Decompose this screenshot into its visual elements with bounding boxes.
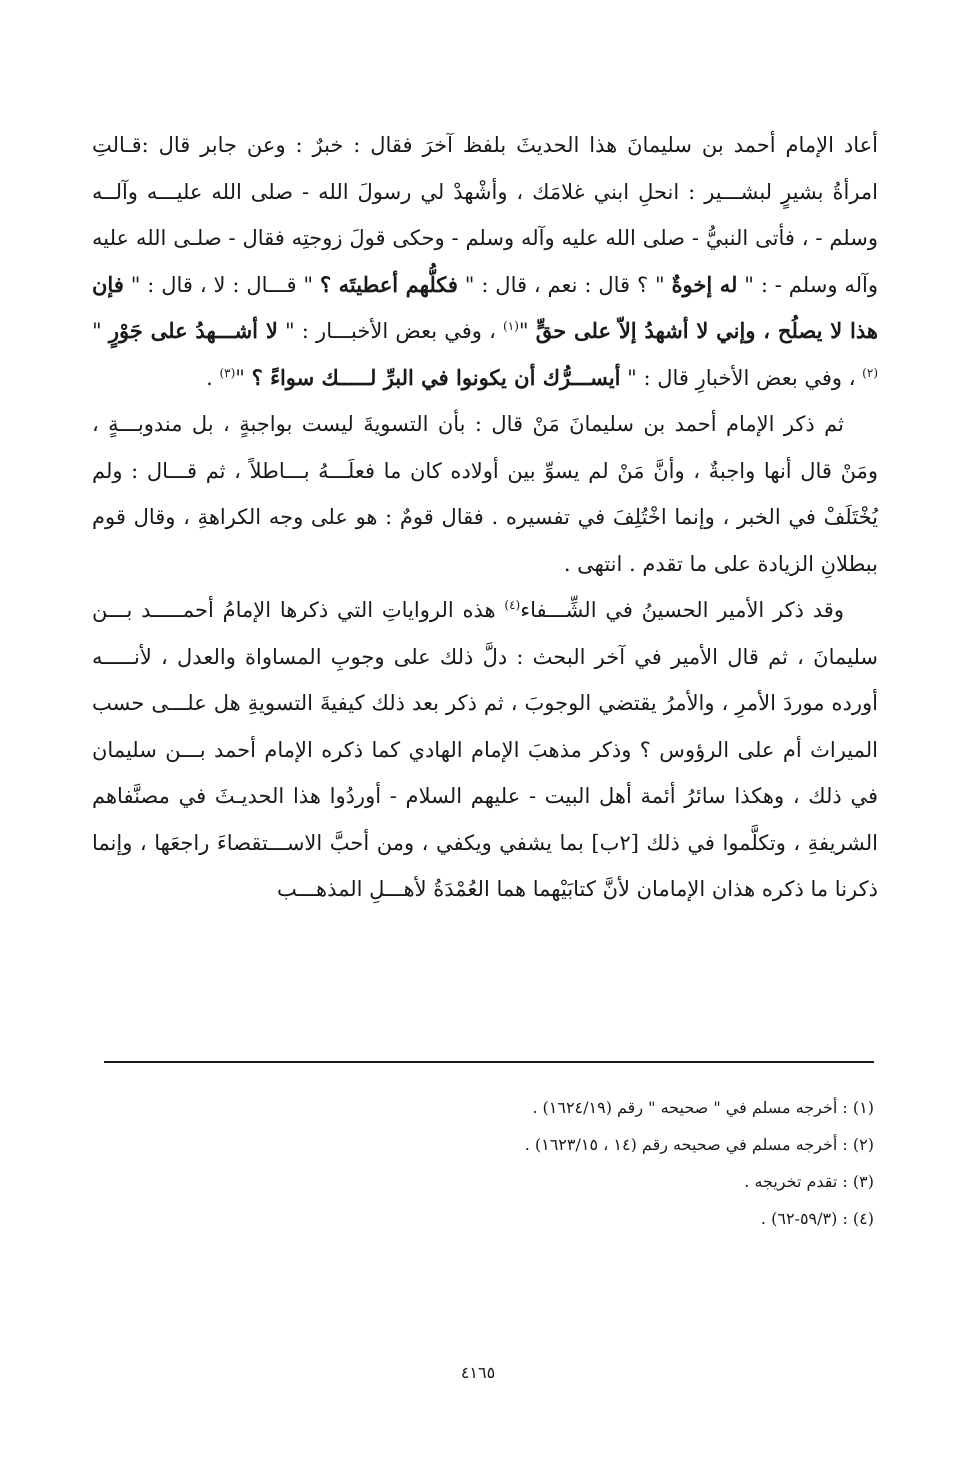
text-run: هذه الرواياتِ التي ذكرها الإمامُ أحمـــــد بـــن سليمانَ ، ثم قال الأمير في آخر البحث : دلَّ ذلك على وجوبِ المساواة والعدل ، لأنـــــه أورده موردَ الأمرِ ، والأمرُ يقتضي الوجوبَ ، ثم ذكر بعد ذلك كيفيةَ التسويةِ هل علـــى حسب الميراث أم على الرؤوس ؟ وذكر مذهبَ الإمام الهادي كما ذكره الإمام أحمد بـــن سليمان في ذلك ، وهكذا سائرُ أئمة أهل البيت - عليهم السلام - أوردُوا هذا الحديـثَ في مصنَّفاهم الشريفةِ ، وتكلَّموا في ذلك [٢ب] بما يشفي ويكفي ، ومن أحبَّ الاســـتقصاءَ راجعَها ، وإنما ذكرنا ما ذكره هذان الإمامان لأنَّ كتابَيْهما هما العُمْدَةُ لأهـــلِ المذهـــب [92,598,879,901]
text-run: . [206,365,220,390]
footnote-marker[interactable]: (٣) [219,365,236,380]
text-run: " [518,319,536,343]
footnote-2: (٢) : أخرجه مسلم في صحيحه رقم (١٤ ، ١٦٢٣/١٥) . [524,1135,874,1154]
page-number: ٤١٦٥ [460,1363,496,1382]
footnote-3: (٣) : تقدم تخريجه . [744,1172,874,1191]
paragraph-2: ثم ذكر الإمام أحمد بن سليمانَ مَنْ قال : بأن التسويةَ ليست بواجبةٍ ، بل مندوبـــةٍ ، ومَنْ قال أنها واجبةٌ ، وأنَّ مَنْ لم يسوِّ بين أولاده كان ما فعلَـــهُ بـــاطلاً ، ثم قـــال : ولم يُخْتَلَفْ في الخبر ، وإنما اخْتُلِفَ في تفسيره . فقال قومٌ : هو على وجه الكراهةِ ، وقال قوم ببطلانِ الزيادة على ما تقدم . انتهى . [92,412,878,576]
bold-hadith-text: لا أشـــهدُ على جَوْرٍ [108,318,278,343]
text-run: وقد ذكر الأمير الحسينُ في الشِّـــفاء [520,598,844,622]
text-run: " ؟ قال : نعم ، قال : " [457,272,672,297]
paragraph-3 [92,587,878,913]
text-run: " [235,365,252,390]
footnote-marker[interactable]: (٤) [504,598,521,612]
bold-hadith-text: فإن هذا لا يصلُح ، وإني لا أشهدُ إلاّ على حقٍّ [92,271,878,343]
footnote-4: (٤) : (٥٩/٣-٦٢) . [760,1209,874,1228]
main-text [92,122,878,913]
footnotes [104,1089,874,1237]
paragraph-1 [92,122,878,401]
bold-hadith-text: أيســـرُّك أن يكونوا في البرِّ لـــــك سواءً ؟ [251,364,621,390]
footnote-marker[interactable]: (١) [503,319,519,333]
text-run: ، وفي بعض الأخبارِ قال : " [620,365,863,390]
bold-hadith-text: فكلُّهم أعطيتَه ؟ [319,271,458,297]
bold-hadith-text: له إخوةٌ [671,271,738,297]
text-run: " [92,319,109,343]
footnote-divider [104,1061,874,1063]
text-run: أعاد الإمام أحمد بن سليمانَ هذا الحديثَ بلفظ آخرَ فقال : خبرٌ : وعن جابر قال :قـالتِ امرأةُ بشيرٍ لبشـــير : انحلِ ابني غلامَك ، وأشْهدْ لي رسولَ الله - صلى الله عليـــه وآلــه وسلم - ، فأتى النبيُّ - صلى الله عليه وآله وسلم - وحكى قولَ زوجتِه فقال - صلـى الله عليه وآله وسلم - : " [92,133,878,297]
footnote-1: (١) : أخرجه مسلم في " صحيحه " رقم (١٦٢٤/١٩) . [532,1098,874,1117]
text-run: " قـــال : لا ، قال : " [123,272,320,297]
text-run: ، وفي بعض الأخبـــار : " [277,319,504,343]
footnote-marker[interactable]: (٢) [862,365,878,380]
